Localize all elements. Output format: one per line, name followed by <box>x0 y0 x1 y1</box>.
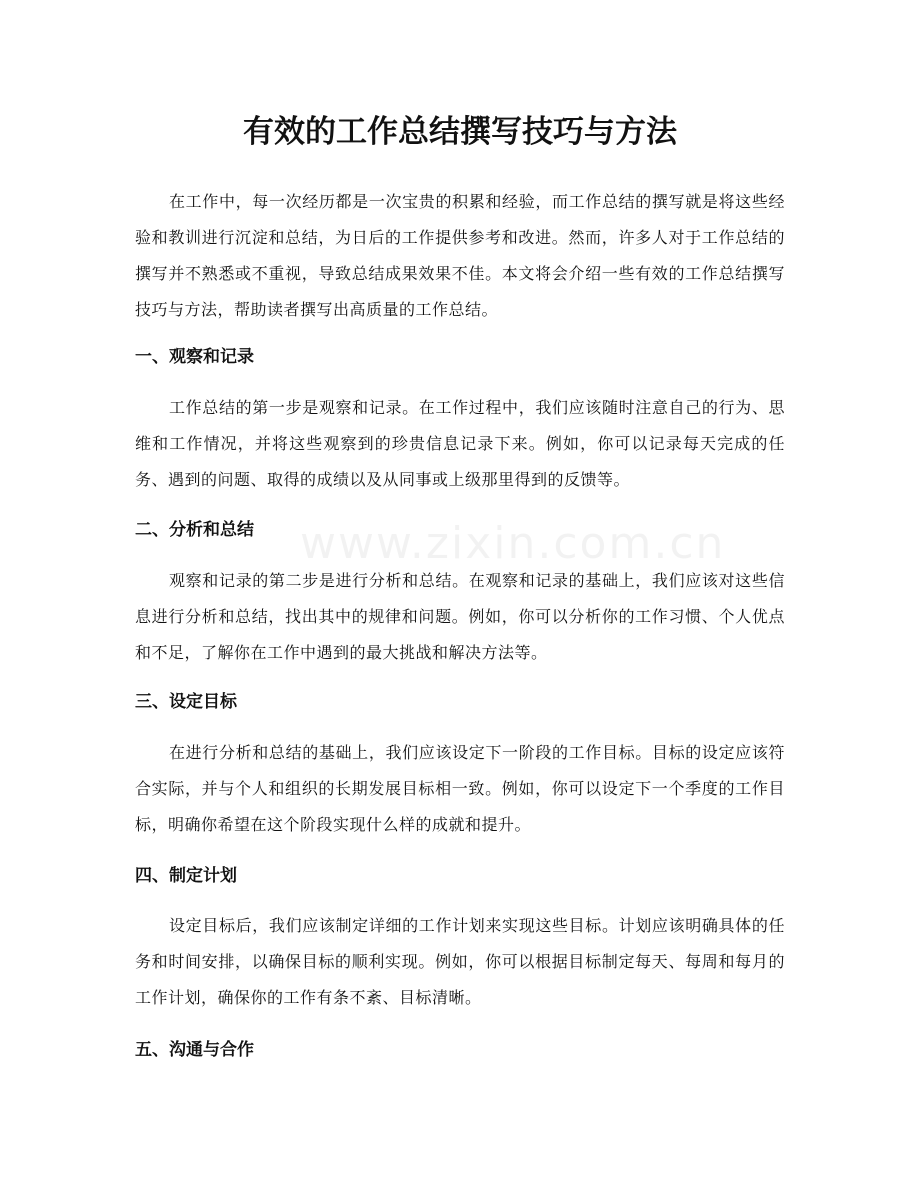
section-heading-plan: 四、制定计划 <box>135 866 237 886</box>
section-heading-analyze: 二、分析和总结 <box>135 520 254 540</box>
document-title: 有效的工作总结撰写技巧与方法 <box>243 114 677 150</box>
section-body-observe: 工作总结的第一步是观察和记录。在工作过程中，我们应该随时注意自己的行为、思维和工作情况，并将这些观察到的珍贵信息记录下来。例如，你可以记录每天完成的任务、遇到的问题、取得的成绩以及从同事或上级那里得到的反馈等。 <box>135 398 785 489</box>
section-body-analyze: 观察和记录的第二步是进行分析和总结。在观察和记录的基础上，我们应该对这些信息进行分析和总结，找出其中的规律和问题。例如，你可以分析你的工作习惯、个人优点和不足，了解你在工作中遇到的最大挑战和解决方法等。 <box>135 571 785 662</box>
watermark-text: www.zixin.com.cn <box>300 518 726 569</box>
section-heading-observe: 一、观察和记录 <box>135 347 254 367</box>
section-body-plan: 设定目标后，我们应该制定详细的工作计划来实现这些目标。计划应该明确具体的任务和时间安排，以确保目标的顺利实现。例如，你可以根据目标制定每天、每周和每月的工作计划，确保你的工作有条不紊、目标清晰。 <box>135 916 785 1007</box>
section-heading-communication: 五、沟通与合作 <box>135 1040 254 1060</box>
section-heading-goals: 三、设定目标 <box>135 692 237 712</box>
section-body-goals: 在进行分析和总结的基础上，我们应该设定下一阶段的工作目标。目标的设定应该符合实际，并与个人和组织的长期发展目标相一致。例如，你可以设定下一个季度的工作目标，明确你希望在这个阶段实现什么样的成就和提升。 <box>135 743 785 834</box>
intro-paragraph: 在工作中，每一次经历都是一次宝贵的积累和经验，而工作总结的撰写就是将这些经验和教训进行沉淀和总结，为日后的工作提供参考和改进。然而，许多人对于工作总结的撰写并不熟悉或不重视，导致总结成果效果不佳。本文将会介绍一些有效的工作总结撰写技巧与方法，帮助读者撰写出高质量的工作总结。 <box>135 192 785 319</box>
